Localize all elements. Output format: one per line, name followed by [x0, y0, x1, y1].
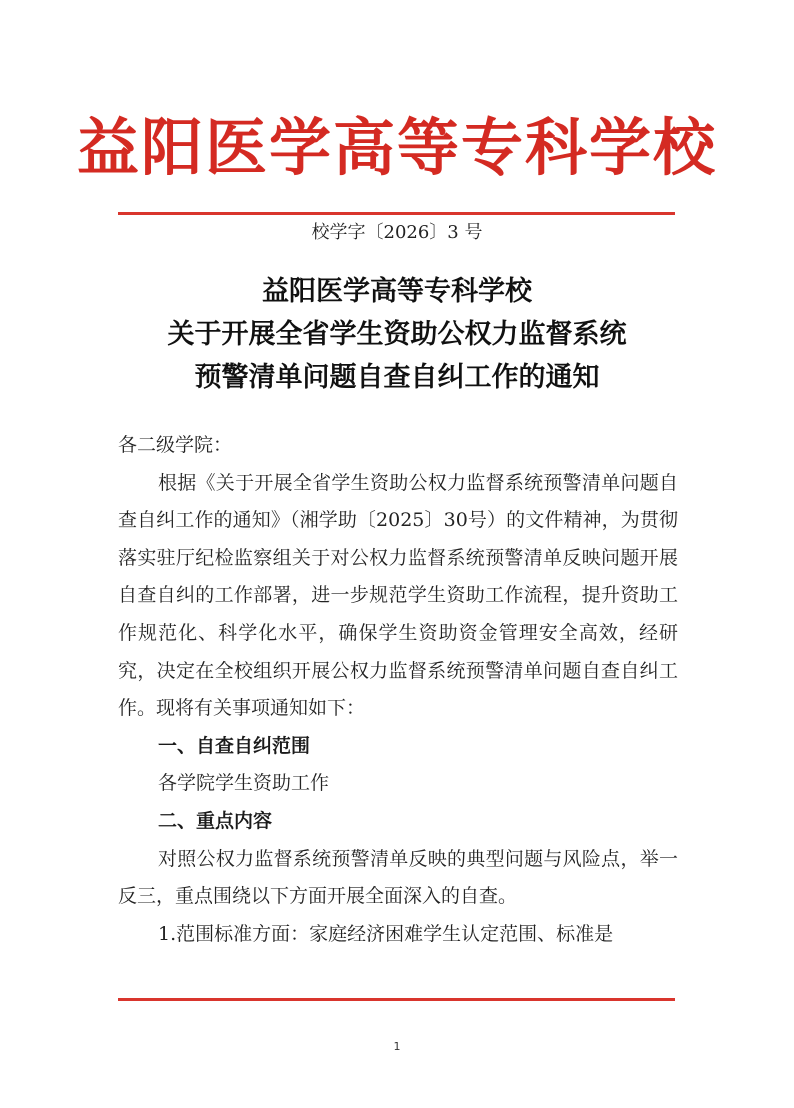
salutation: 各二级学院：	[118, 434, 233, 456]
header-red-rule	[118, 212, 675, 215]
item-1-paragraph: 1.范围标准方面：家庭经济困难学生认定范围、标准是	[158, 922, 614, 945]
org-header-title: 益阳医学高等专科学校	[76, 111, 717, 184]
intro-paragraph: 根据《关于开展全省学生资助公权力监督系统预警清单问题自查自纠工作的通知》（湘学助〔2025〕30号）的文件精神，为贯彻落实驻厅纪检监察组关于对公权力监督系统预警清单反映问题开展自查自纠的工作部署，进一步规范学生资助工作流程，提升资助工作规范化、科学化水平，确保学生资助资金管理安全高效，经研究，决定在全校组织开展公权力监督系统预警清单问题自查自纠工作。现将有关事项通知如下：	[118, 471, 678, 720]
document-number: 校学字〔2026〕3 号	[311, 222, 483, 243]
section-1-content: 各学院学生资助工作	[158, 772, 330, 795]
footer-red-rule	[118, 998, 675, 1001]
document-title	[0, 270, 794, 399]
page-number: 1	[393, 1040, 401, 1053]
title-line-3: 预警清单问题自查自纠工作的通知	[194, 362, 600, 393]
document-body	[118, 427, 678, 953]
title-line-1: 益阳医学高等专科学校	[262, 276, 532, 307]
section-2-heading: 二、重点内容	[158, 809, 273, 832]
section-2-content: 对照公权力监督系统预警清单反映的典型问题与风险点，举一反三，重点围绕以下方面开展全面深入的自查。	[118, 847, 678, 908]
title-line-2: 关于开展全省学生资助公权力监督系统	[167, 319, 627, 350]
section-1-heading: 一、自查自纠范围	[158, 734, 311, 757]
